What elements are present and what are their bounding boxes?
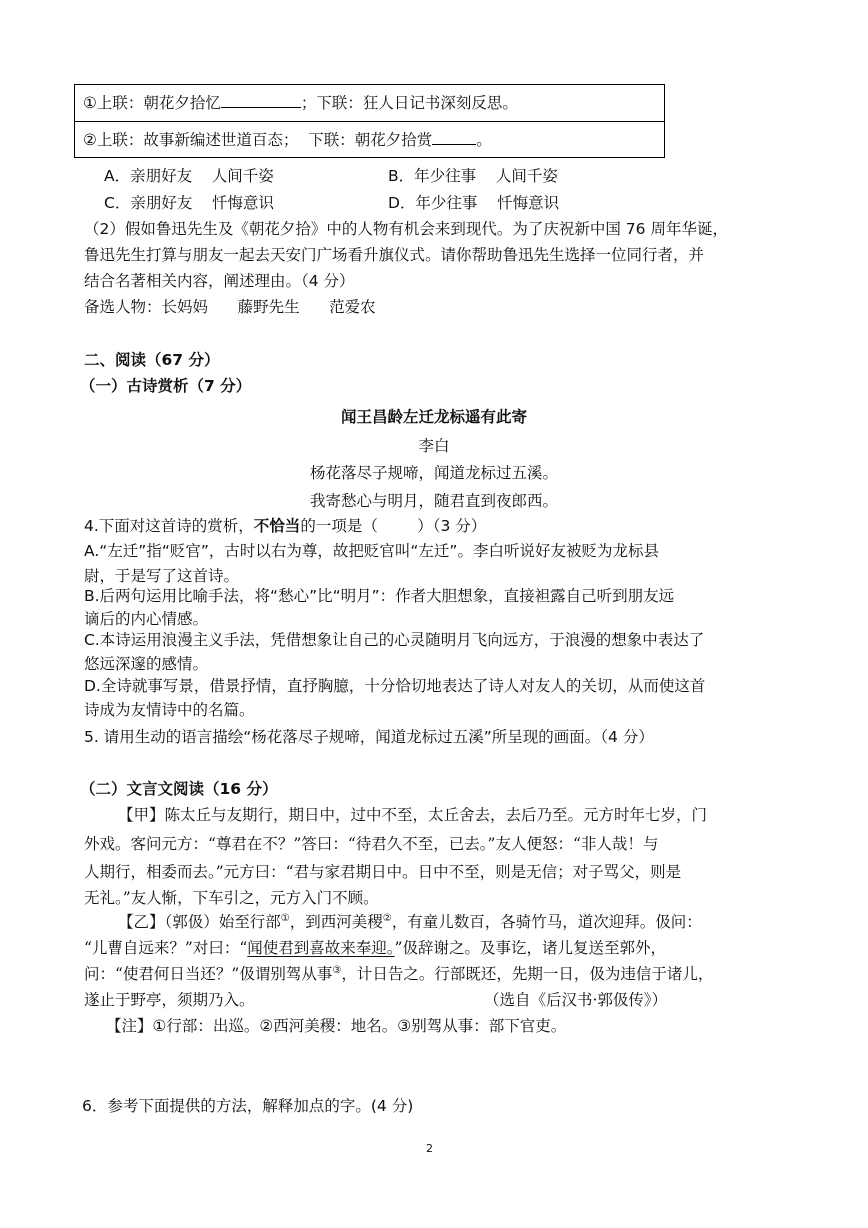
poem-title: 闻王昌龄左迁龙标遥有此寄 [340,408,527,426]
jia-line-2: 外戏。客问元方：“尊君在不？”答曰：“待君久不至，已去。”友人便怒：“非人哉！与 [84,835,659,853]
couplet-1-prefix: ①上联：朝花夕拾忆 [83,94,221,112]
yi-line-3b: ，计日告之。行部既还，先期一日，伋为违信于诸儿， [341,965,714,983]
option-d: D．年少往事 忏悔意识 [388,194,560,212]
yi-line-3a: 问：“使君何日当还？”伋谓别驾从事 [84,965,333,983]
option-a: A．亲朋好友 人间千姿 [104,167,274,185]
couplet-1-suffix: ；下联：狂人日记书深刻反思。 [300,94,518,112]
poem-author: 李白 [418,437,450,455]
couplet-1-blank [221,91,301,108]
couplet-table [74,84,665,158]
yi-line-1b: ，到西河美稷 [289,913,383,931]
q5: 5. 请用生动的语言描绘“杨花落尽子规啼，闻道龙标过五溪”所呈现的画面。（4 分） [84,728,654,746]
poem-line-1: 杨花落尽子规啼，闻道龙标过五溪。 [309,464,558,482]
q4-option-c-line-1: C.本诗运用浪漫主义手法，凭借想象让自己的心灵随明月飞向远方，于浪漫的想象中表达了 [84,631,705,649]
yi-underlined-sentence: 闻使君到喜故来奉迎。 [247,939,395,957]
couplet-row-1 [83,85,518,121]
jia-line-1: 【甲】陈太丘与友期行，期日中，过中不至，太丘舍去，去后乃至。元方时年七岁，门 [118,806,708,824]
option-c: C．亲朋好友 忏悔意识 [104,194,275,212]
q4-option-b-line-1: B.后两句运用比喻手法，将“愁心”比“明月”：作者大胆想象，直接袒露自己听到朋友远 [84,587,675,605]
q2-line-3: 结合名著相关内容，阐述理由。（4 分） [84,272,355,290]
section-2-sub-1: （一）古诗赏析（7 分） [80,377,252,395]
note-ref-1: ① [280,912,290,924]
q4-stem [84,514,486,536]
q4-option-a-line-1: A.“左迁”指“贬官”，古时以右为尊，故把贬官叫“左迁”。李白听说好友被贬为龙标县 [84,542,659,560]
yi-line-3 [84,962,713,984]
couplet-2-prefix: ②上联：故事新编述世道百态； 下联：朝花夕拾赏 [83,131,433,149]
yi-line-2b: ”伋辞谢之。及事讫，诸儿复送至郭外， [394,939,666,957]
section-2-heading: 二、阅读（67 分） [84,351,220,369]
yi-line-2a: “儿曹自远来？”对曰：“ [84,939,248,957]
yi-source: （选自《后汉书·郭伋传》） [484,991,668,1009]
q4-option-d-line-1: D.全诗就事写景，借景抒情，直抒胸臆，十分恰切地表达了诗人对友人的关切，从而使这首 [84,677,706,695]
note-ref-3: ③ [332,964,342,976]
couplet-2-suffix: 。 [476,131,492,149]
page-number: 2 [426,1142,433,1155]
couplet-2-blank [432,128,476,145]
option-b: B．年少往事 人间千姿 [388,167,558,185]
yi-line-4: 遂止于野亭，须期乃入。 [84,991,255,1009]
yi-line-1c: ，有童儿数百，各骑竹马，道次迎拜。伋问： [391,913,702,931]
section-2-sub-2: （二）文言文阅读（16 分） [80,780,278,798]
q6: 6．参考下面提供的方法，解释加点的字。(4 分) [82,1097,414,1115]
q4-stem-a: 4.下面对这首诗的赏析， [84,517,254,535]
couplet-row-2 [83,122,492,158]
q2-line-1: （2）假如鲁迅先生及《朝花夕拾》中的人物有机会来到现代。为了庆祝新中国 76 周年华诞， [84,220,728,238]
q4-option-b-line-2: 谪后的内心情感。 [84,610,209,628]
poem-line-2: 我寄愁心与明月，随君直到夜郎西。 [309,492,558,510]
q2-candidates: 备选人物：长妈妈 藤野先生 范爱农 [84,298,376,316]
note-ref-2: ② [382,912,392,924]
q4-stem-b: 的一项是（ ）（3 分） [300,517,487,535]
jia-line-3: 人期行，相委而去。”元方曰：“君与家君期日中。日中不至，则是无信；对子骂父，则是 [84,863,682,881]
q4-option-a-line-2: 尉，于是写了这首诗。 [84,567,240,585]
jia-line-4: 无礼。”友人惭，下车引之，元方入门不顾。 [84,889,379,907]
q4-option-d-line-2: 诗成为友情诗中的名篇。 [84,701,255,719]
q2-line-2: 鲁迅先生打算与朋友一起去天安门广场看升旗仪式。请你帮助鲁迅先生选择一位同行者，并 [84,246,705,264]
q4-option-c-line-2: 悠远深邃的感情。 [84,655,209,673]
yi-line-1a: 【乙】（郭伋）始至行部 [118,913,281,931]
q4-stem-bold: 不恰当 [253,517,301,535]
annotations: 【注】①行部：出巡。②西河美稷：地名。③别驾从事：部下官吏。 [106,1017,567,1035]
yi-line-2 [84,936,666,958]
yi-line-1 [118,910,702,932]
